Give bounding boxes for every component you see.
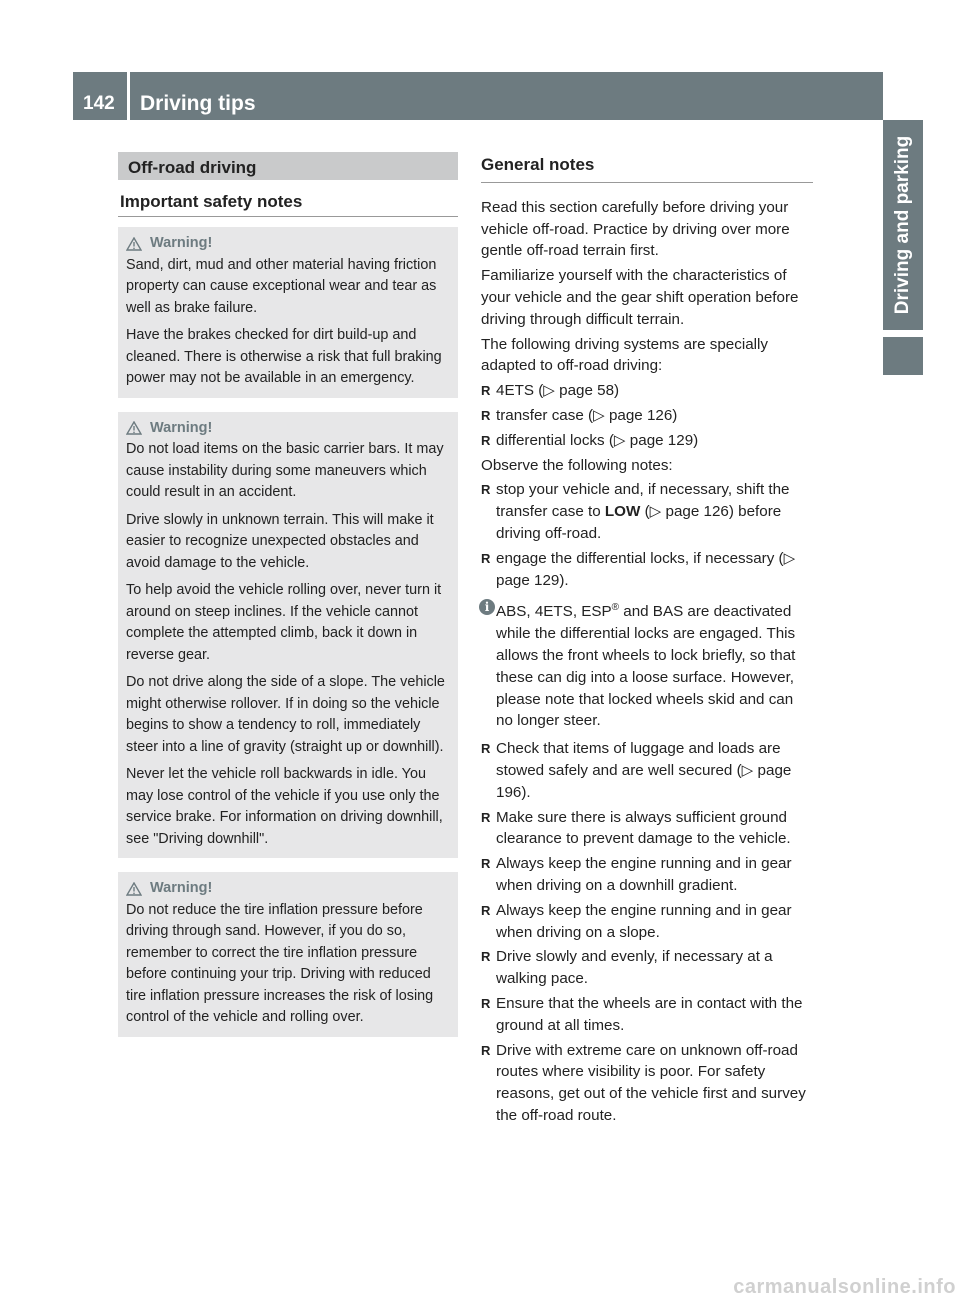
subheading: Important safety notes bbox=[118, 192, 458, 217]
page-title: Driving tips bbox=[140, 92, 256, 115]
observe-text: Observe the following notes: bbox=[481, 456, 673, 474]
warning-paragraph: Never let the vehicle roll backwards in idle. You may lose control of the vehicle if you use only the service brake. For information on driving downhill, see "Driving downhill". bbox=[126, 766, 443, 847]
warning-box-3 bbox=[118, 872, 458, 1037]
header-divider bbox=[127, 72, 130, 120]
warning-title-text: Warning! bbox=[150, 235, 213, 251]
warning-box-2 bbox=[118, 412, 458, 859]
warning-triangle-icon bbox=[126, 237, 142, 251]
warning-paragraph: Drive slowly in unknown terrain. This will make it easier to recognize unexpected obstacles and avoid damage to the vehicle. bbox=[126, 511, 434, 571]
warning-paragraph: Sand, dirt, mud and other material having friction property can cause exceptional wear and tear as well as brake failure. bbox=[126, 256, 437, 316]
list-item: R 4ETS (▷ page 58) bbox=[481, 380, 813, 402]
warning-title bbox=[126, 878, 450, 900]
list-item: R transfer case (▷ page 126) bbox=[481, 405, 813, 427]
info-icon: i bbox=[479, 599, 495, 615]
list-item: R Drive slowly and evenly, if necessary at a walking pace. bbox=[481, 946, 813, 990]
warning-title bbox=[126, 233, 450, 255]
side-tab-label-wrap bbox=[883, 120, 923, 330]
list-item: R Always keep the engine running and in gear when driving on a downhill gradient. bbox=[481, 853, 813, 897]
warning-triangle-icon bbox=[126, 421, 142, 435]
list-item-text: (▷ page 126) before driving off-road. bbox=[496, 503, 782, 542]
page-number: 142 bbox=[83, 93, 115, 114]
right-column bbox=[481, 152, 813, 1130]
info-note bbox=[481, 597, 813, 732]
warning-title bbox=[126, 418, 450, 440]
info-text: and BAS are deactivated while the differential locks are engaged. This allows the front wheels to lock briefly, so that these can dig into a loose surface. However, please note that locked wheels skid and can no longer steer. bbox=[496, 603, 796, 730]
warning-paragraph: Have the brakes checked for dirt build-up and cleaned. There is otherwise a risk that full braking power may not be available in an emergency. bbox=[126, 327, 442, 386]
intro-paragraph: Read this section carefully before driving your vehicle off-road. Practice by driving over more gentle off-road terrain first. bbox=[481, 198, 790, 260]
watermark: carmanualsonline.info bbox=[733, 1276, 956, 1298]
list-item: R differential locks (▷ page 129) bbox=[481, 430, 813, 452]
list-item: R Check that items of luggage and loads are stowed safely and are well secured (▷ page 196). bbox=[481, 738, 813, 803]
list-item-text: stop your vehicle and, if necessary, shift the transfer case to bbox=[496, 481, 790, 521]
warning-paragraph: Do not reduce the tire inflation pressure before driving through sand. However, if you do so, remember to correct the tire inflation pressure before continuing your trip. Driving with reduced tire inflation pressure increases the risk of losing control of the vehicle and rolling over. bbox=[126, 901, 434, 1025]
list-item: R Drive with extreme care on unknown off-road routes where visibility is poor. For safety reasons, get out of the vehicle first and survey the off-road route. bbox=[481, 1040, 813, 1127]
registered-mark: ® bbox=[611, 602, 620, 614]
left-column bbox=[118, 152, 458, 1037]
warning-paragraph: To help avoid the vehicle rolling over, never turn it around on steep inclines. If the vehicle cannot complete the attempted climb, back it down in reverse gear. bbox=[126, 582, 442, 663]
warning-box-1 bbox=[118, 227, 458, 398]
list-item: R Ensure that the wheels are in contact with the ground at all times. bbox=[481, 993, 813, 1037]
list-item bbox=[481, 479, 813, 544]
list-item: R Always keep the engine running and in gear when driving on a slope. bbox=[481, 900, 813, 944]
low-label: LOW bbox=[604, 503, 641, 521]
systems-list bbox=[481, 380, 813, 451]
general-notes-heading: General notes bbox=[481, 154, 813, 183]
section-title: Off-road driving bbox=[118, 152, 458, 180]
notes-list-2 bbox=[481, 738, 813, 1127]
intro-paragraph: Familiarize yourself with the characteristics of your vehicle and the gear shift operation before driving through difficult terrain. bbox=[481, 267, 799, 328]
list-item: R Make sure there is always sufficient ground clearance to prevent damage to the vehicle. bbox=[481, 807, 813, 851]
warning-paragraph: Do not load items on the basic carrier bars. It may cause instability during some maneuvers which could result in an accident. bbox=[126, 441, 444, 500]
warning-paragraph: Do not drive along the side of a slope. The vehicle might otherwise rollover. If in doing so the vehicle begins to show a tendency to roll, immediately steer into a line of gravity (straight up or downhill). bbox=[126, 674, 445, 755]
intro-paragraph: The following driving systems are specially adapted to off-road driving: bbox=[481, 335, 768, 375]
warning-triangle-icon bbox=[126, 882, 142, 896]
warning-title-text: Warning! bbox=[150, 880, 213, 896]
side-tab-marker bbox=[883, 337, 923, 375]
list-item: R engage the differential locks, if necessary (▷ page 129). bbox=[481, 548, 813, 592]
notes-list-1 bbox=[481, 479, 813, 591]
side-tab-label: Driving and parking bbox=[892, 135, 913, 315]
warning-title-text: Warning! bbox=[150, 419, 213, 436]
info-text: ABS, 4ETS, ESP bbox=[496, 603, 612, 621]
